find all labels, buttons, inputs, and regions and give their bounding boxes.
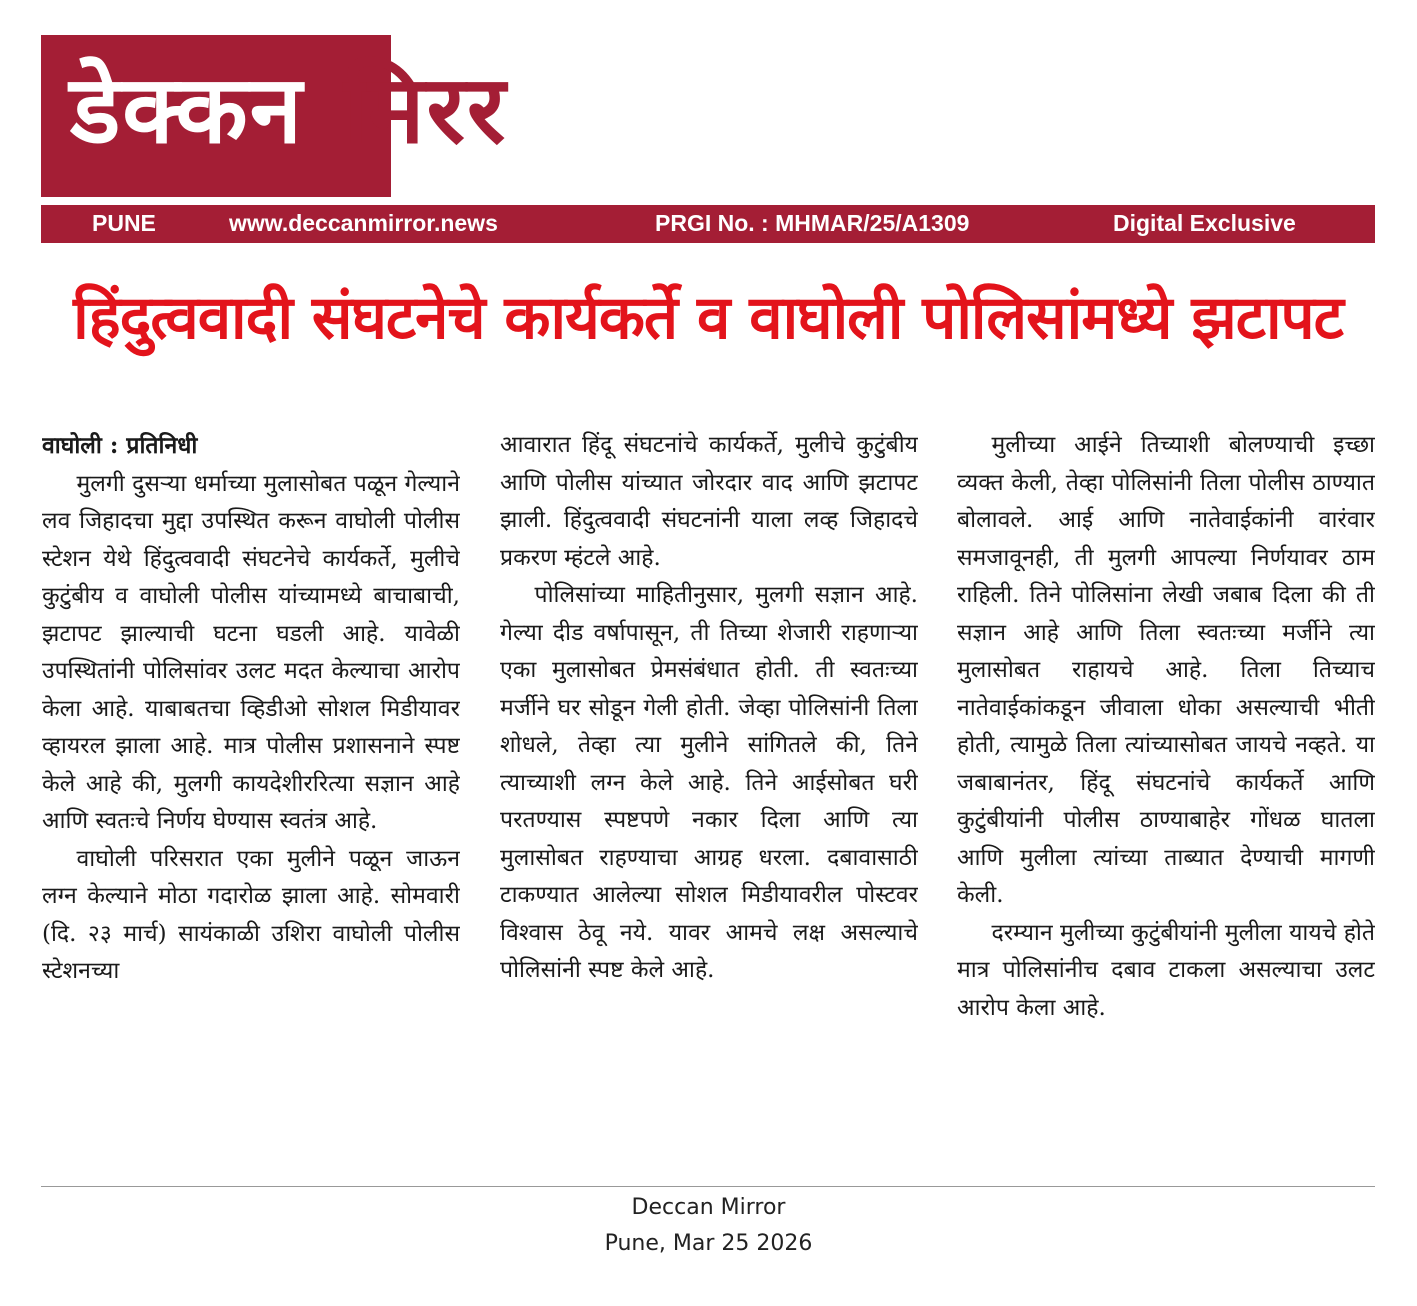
article-column-3	[957, 427, 1375, 1177]
article-column-2	[500, 427, 918, 1177]
masthead-logo	[70, 36, 507, 186]
paragraph: वाघोली परिसरात एका मुलीने पळून जाऊन लग्न केल्याने मोठा गदारोळ झाला आहे. सोमवारी (दि. २३ मार्च) सायंकाळी उशिरा वाघोली पोलीस स्टेशनच्या	[42, 845, 460, 984]
dateline: वाघोली : प्रतिनिधी	[42, 432, 198, 459]
info-bar	[41, 205, 1375, 243]
footer-publication: Deccan Mirror	[631, 1195, 786, 1220]
prgi-number: PRGI No. : MHMAR/25/A1309	[655, 210, 970, 236]
edition-tag: Digital Exclusive	[1113, 210, 1296, 236]
footer-dateline: Pune, Mar 25 2026	[604, 1231, 813, 1256]
city-label: PUNE	[92, 210, 156, 236]
article-column-1	[42, 427, 460, 1177]
paragraph: मुलीच्या आईने तिच्याशी बोलण्याची इच्छा व्यक्त केली, तेव्हा पोलिसांनी तिला पोलीस ठाण्यात बोलावले. आई आणि नातेवाईकांनी वारंवार समजावूनही, ती मुलगी आपल्या निर्णयावर ठाम राहिली. तिने पोलिसांना लेखी जबाब दिला की ती सज्ञान आहे आणि तिला स्वतःच्या मर्जीने त्या मुलासोबत राहायचे आहे. तिला तिच्याच नातेवाईकांकडून जीवाला धोका असल्याची भीती होती, त्यामुळे तिला त्यांच्यासोबत जायचे नव्हते. या जबाबानंतर, हिंदू संघटनांचे कार्यकर्ते आणि कुटुंबीयांनी पोलीस ठाण्याबाहेर गोंधळ घातला आणि मुलीला त्यांच्या ताब्यात देण्याची मागणी केली.	[957, 432, 1375, 908]
masthead-word-2: मिरर	[343, 56, 508, 165]
headline: हिंदुत्ववादी संघटनेचे कार्यकर्ते व वाघोली पोलिसांमध्ये झटापट	[73, 283, 1343, 353]
paragraph: मुलगी दुसऱ्या धर्माच्या मुलासोबत पळून गेल्याने लव जिहादचा मुद्दा उपस्थित करून वाघोली पोलीस स्टेशन येथे हिंदुत्ववादी संघटनेचे कार्यकर्ते, मुलीचे कुटुंबीय व वाघोली पोलीस यांच्यामध्ये बाचाबाची, झटापट झाल्याची घटना घडली आहे. यावेळी उपस्थितांनी पोलिसांवर उलट मदत केल्याचा आरोप केला आहे. याबाबतचा व्हिडीओ सोशल मिडीयावर व्हायरल झाला आहे. मात्र पोलीस प्रशासनाने स्पष्ट केले आहे की, मुलगी कायदेशीररित्या सज्ञान आहे आणि स्वतःचे निर्णय घेण्यास स्वतंत्र आहे.	[42, 470, 460, 834]
masthead-word-1: डेक्कन	[70, 56, 304, 165]
paragraph: पोलिसांच्या माहितीनुसार, मुलगी सज्ञान आहे. गेल्या दीड वर्षापासून, ती तिच्या शेजारी राहणाऱ्या एका मुलासोबत प्रेमसंबंधात होती. ती स्वतःच्या मर्जीने घर सोडून गेली होती. जेव्हा पोलिसांनी तिला शोधले, तेव्हा त्या मुलीने सांगितले की, तिने त्याच्याशी लग्न केले आहे. तिने आईसोबत घरी परतण्यास स्पष्टपणे नकार दिला आणि त्या मुलासोबत राहण्याचा आग्रह धरला. दबावासाठी टाकण्यात आलेल्या सोशल मिडीयावरील पोस्टवर विश्वास ठेवू नये. यावर आमचे लक्ष असल्याचे पोलिसांनी स्पष्ट केले आहे.	[500, 582, 918, 983]
footer-divider	[41, 1186, 1375, 1187]
paragraph: दरम्यान मुलीच्या कुटुंबीयांनी मुलीला यायचे होते मात्र पोलिसांनीच दबाव टाकला असल्याचा उलट आरोप केला आहे.	[957, 919, 1375, 1021]
website-label: www.deccanmirror.news	[229, 210, 498, 236]
paragraph: आवारात हिंदू संघटनांचे कार्यकर्ते, मुलीचे कुटुंबीय आणि पोलीस यांच्यात जोरदार वाद आणि झटापट झाली. हिंदुत्ववादी संघटनांनी याला लव्ह जिहादचे प्रकरण म्हंटले आहे.	[500, 432, 918, 571]
